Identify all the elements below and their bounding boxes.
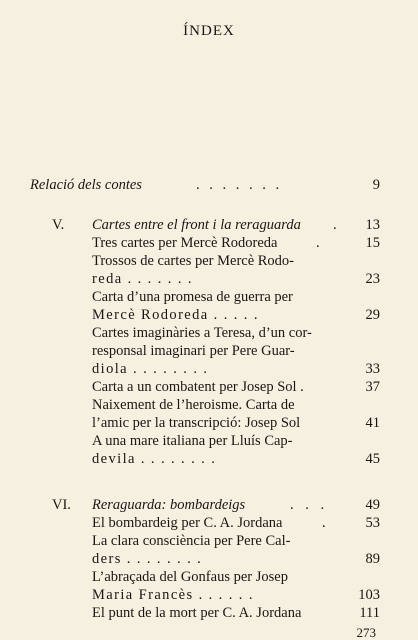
leader-dots: .	[333, 217, 337, 233]
page-number: 13	[365, 217, 380, 233]
entry-line: El bombardeig per C. A. Jordana	[92, 515, 283, 531]
entry-line: diola . . . . . . . .	[92, 361, 209, 377]
entry-line: L’abraçada del Gonfaus per Josep	[92, 569, 288, 585]
page-number: 23	[365, 271, 380, 287]
page-number: 111	[359, 605, 380, 621]
leader-dots: .	[316, 235, 320, 251]
entry-line: Carta d’una promesa de guerra per	[92, 289, 293, 305]
page-number: 49	[365, 497, 380, 513]
entry-line: Tres cartes per Mercè Rodoreda	[92, 235, 278, 251]
section-title: Cartes entre el front i la reraguarda	[92, 217, 301, 233]
entry-line: Trossos de cartes per Mercè Rodo-	[92, 253, 295, 269]
section-numeral: VI.	[52, 497, 71, 513]
leader-dots: . . .	[290, 497, 329, 513]
entry-line: La clara consciència per Pere Cal-	[92, 533, 291, 549]
entry-line: ders . . . . . . . .	[92, 551, 203, 567]
entry-line: Cartes imaginàries a Teresa, d’un cor-	[92, 325, 312, 341]
entry-line: El punt de la mort per C. A. Jordana	[92, 605, 302, 621]
leader-dots: .	[322, 515, 326, 531]
page-number: 33	[365, 361, 380, 377]
entry-line: devila . . . . . . . .	[92, 451, 217, 467]
entry-line: A una mare italiana per Lluís Cap-	[92, 433, 293, 449]
entry-line: Naixement de l’heroisme. Carta de	[92, 397, 295, 413]
intro-title: Relació dels contes	[30, 177, 142, 193]
page-number: 45	[365, 451, 380, 467]
section-numeral: V.	[52, 217, 65, 233]
section-title: Reraguarda: bombardeigs	[92, 497, 246, 513]
entry-line: responsal imaginari per Pere Guar-	[92, 343, 295, 359]
entry-line: Carta a un combatent per Josep Sol .	[92, 379, 304, 395]
page-number: 103	[358, 587, 380, 603]
page-number: 37	[365, 379, 380, 395]
page-heading: ÍNDEX	[183, 23, 235, 39]
folio-page-number: 273	[356, 625, 376, 640]
page-number: 9	[372, 177, 380, 193]
page-number: 53	[365, 515, 380, 531]
leader-dots: . . . . . . .	[196, 177, 283, 193]
page-number: 89	[365, 551, 380, 567]
entry-line: l’amic per la transcripció: Josep Sol	[92, 415, 301, 431]
entry-line: reda . . . . . . .	[92, 271, 193, 287]
page-number: 41	[365, 415, 380, 431]
entry-line: Maria Francès . . . . . .	[92, 587, 254, 603]
entry-line: Mercè Rodoreda . . . . .	[92, 307, 259, 323]
page-number: 15	[365, 235, 380, 251]
page-number: 29	[365, 307, 380, 323]
